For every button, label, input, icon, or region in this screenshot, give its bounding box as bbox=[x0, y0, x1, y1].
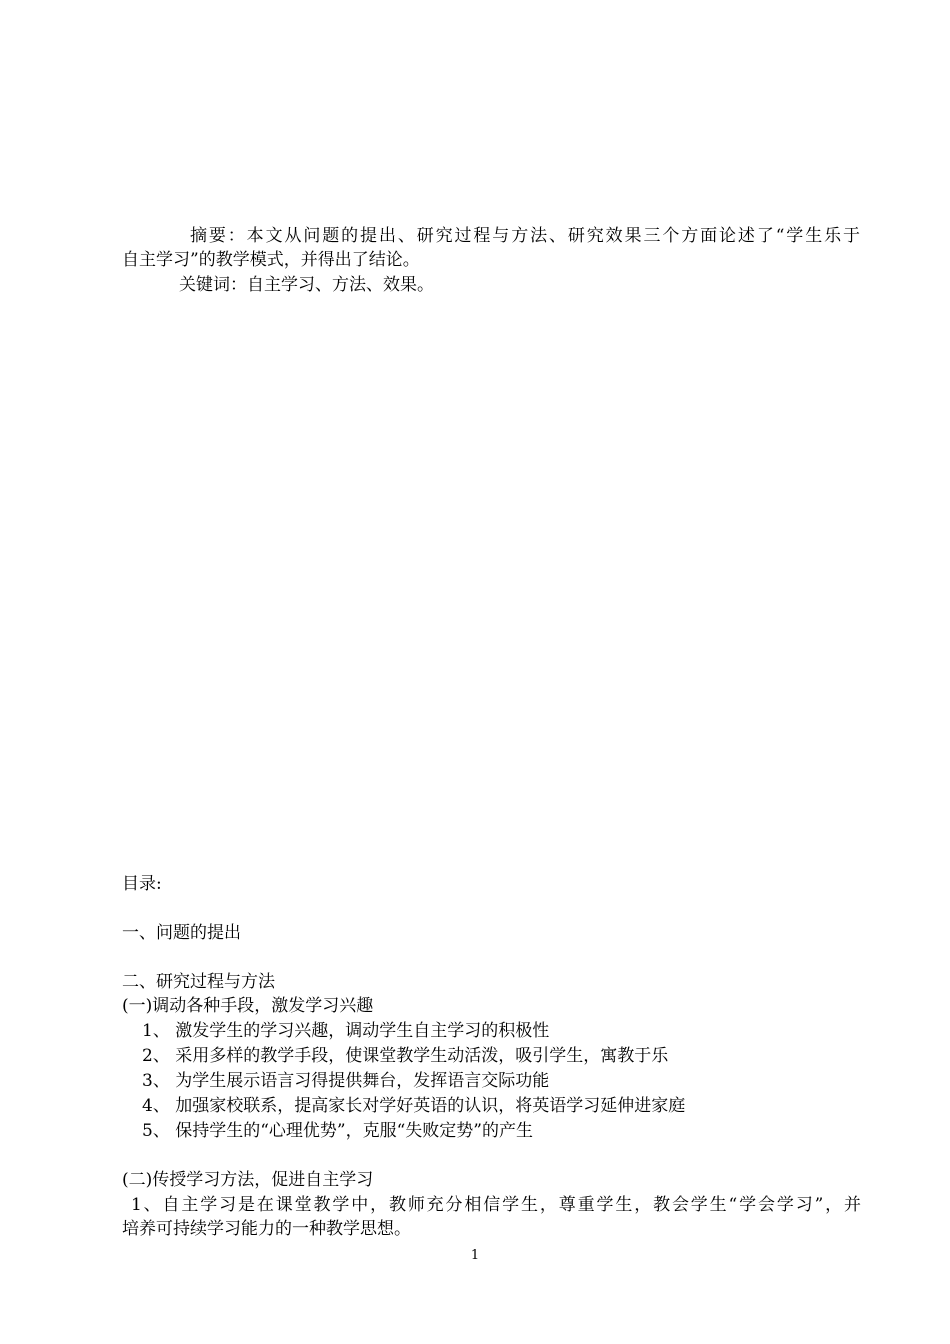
toc-section-2: 二、研究过程与方法 bbox=[122, 972, 275, 992]
abstract-line-1: 摘要：本文从问题的提出、研究过程与方法、研究效果三个方面论述了“学生乐于 bbox=[190, 226, 860, 246]
toc-section-1: 一、问题的提出 bbox=[122, 923, 241, 943]
toc-subsection-2: (二)传授学习方法，促进自主学习 bbox=[122, 1170, 374, 1190]
page-number: 1 bbox=[470, 1248, 480, 1263]
toc-item-2: 2、 采用多样的教学手段，使课堂教学生动活泼，吸引学生，寓教于乐 bbox=[142, 1046, 669, 1066]
toc-item-3: 3、 为学生展示语言习得提供舞台，发挥语言交际功能 bbox=[142, 1071, 550, 1091]
toc-subsection-1: (一)调动各种手段，激发学习兴趣 bbox=[122, 996, 374, 1016]
toc-item-1: 1、 激发学生的学习兴趣，调动学生自主学习的积极性 bbox=[142, 1021, 550, 1041]
toc-paragraph-line-1: 1、自主学习是在课堂教学中，教师充分相信学生，尊重学生，教会学生“学会学习”，并 bbox=[131, 1195, 861, 1215]
toc-paragraph-line-2: 培养可持续学习能力的一种教学思想。 bbox=[122, 1219, 411, 1239]
keywords-line: 关键词：自主学习、方法、效果。 bbox=[179, 275, 434, 295]
toc-item-5: 5、 保持学生的“心理优势”，克服“失败定势”的产生 bbox=[142, 1121, 533, 1141]
toc-heading: 目录: bbox=[122, 874, 162, 894]
abstract-line-2: 自主学习”的教学模式，并得出了结论。 bbox=[122, 250, 420, 270]
toc-item-4: 4、 加强家校联系，提高家长对学好英语的认识，将英语学习延伸进家庭 bbox=[142, 1096, 686, 1116]
